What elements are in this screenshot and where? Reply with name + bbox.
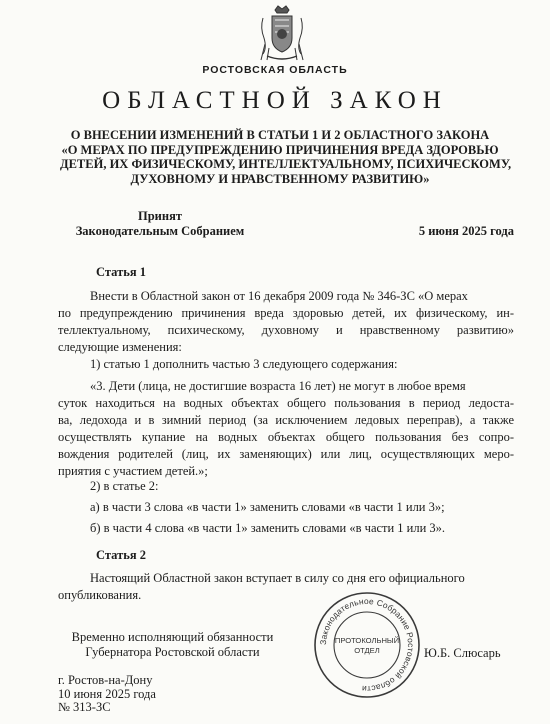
text-line: Настоящий Областной закон вступает в силу со дня его официального bbox=[90, 571, 465, 585]
svg-text:Законодательное Собрание Росто bbox=[318, 596, 416, 694]
article-1-quote bbox=[58, 378, 514, 480]
adoption-block bbox=[60, 209, 260, 239]
stamp-center-text: ПРОТОКОЛЬНЫЙ bbox=[334, 636, 400, 645]
coat-of-arms-icon bbox=[257, 4, 307, 62]
document-footer bbox=[58, 674, 156, 715]
text-line: опубликования. bbox=[58, 588, 142, 602]
subject-line: «О МЕРАХ ПО ПРЕДУПРЕЖДЕНИЮ ПРИЧИНЕНИЯ ВРЕДА ЗДОРОВЬЮ bbox=[61, 142, 499, 157]
position-line: Губернатора Ростовской области bbox=[85, 645, 260, 659]
region-name: РОСТОВСКАЯ ОБЛАСТЬ bbox=[202, 64, 348, 76]
subject-line: О ВНЕСЕНИИ ИЗМЕНЕНИЙ В СТАТЬИ 1 И 2 ОБЛАСТНОГО ЗАКОНА bbox=[70, 128, 490, 142]
law-subject bbox=[60, 128, 512, 186]
stamp-ring-text: Законодательное Собрание Ростовской области bbox=[317, 595, 417, 695]
official-stamp-icon bbox=[312, 590, 422, 700]
text-line: Внести в Областной закон от 16 декабря 2009 года № 346-ЗС «О мерах bbox=[90, 289, 468, 303]
footer-city: г. Ростов-на-Дону bbox=[58, 673, 153, 687]
adoption-body: Законодательным Собранием bbox=[75, 224, 245, 238]
article-2-heading: Статья 2 bbox=[96, 548, 146, 562]
signatory-position bbox=[60, 630, 285, 660]
subject-line: ДУХОВНОМУ И НРАВСТВЕННОМУ РАЗВИТИЮ» bbox=[130, 171, 430, 186]
document-title: ОБЛАСТНОЙ ЗАКОН bbox=[102, 87, 448, 114]
adoption-line: Принят bbox=[138, 209, 182, 223]
article-1-item-1 bbox=[58, 356, 514, 373]
footer-date: 10 июня 2025 года bbox=[58, 686, 156, 701]
article-1-heading: Статья 1 bbox=[96, 265, 146, 279]
text-line: 2) в статье 2: bbox=[90, 479, 159, 493]
text-line: приятия с участием детей.»; bbox=[58, 464, 208, 478]
adoption-date: 5 июня 2025 года bbox=[418, 224, 514, 238]
stamp-center-text: ОТДЕЛ bbox=[354, 646, 380, 655]
text-line: по предупреждению причинения вреда здоровью детей, их физическому, ин- bbox=[58, 306, 514, 320]
text-line: вождения родителей (лиц, их заменяющих) или лиц, осуществляющих меро- bbox=[58, 447, 514, 461]
subject-line: ДЕТЕЙ, ИХ ФИЗИЧЕСКОМУ, ИНТЕЛЛЕКТУАЛЬНОМУ, ПСИХИЧЕСКОМУ, bbox=[60, 157, 512, 171]
footer-number: № 313-ЗС bbox=[58, 700, 111, 714]
text-line: осуществлять купание на водных объектах общего пользования без сопро- bbox=[58, 430, 514, 444]
text-line: ва, ледохода и в зимний период (за исключением ледовых переправ), а также bbox=[58, 413, 514, 427]
text-line: «3. Дети (лица, не достигшие возраста 16 лет) не могут в любое время bbox=[90, 379, 466, 393]
text-line: теллектуальному, психическому, духовному и нравственному развитию» bbox=[58, 323, 514, 337]
article-1-item-2a bbox=[58, 499, 514, 516]
signatory-name: Ю.Б. Слюсарь bbox=[424, 646, 501, 660]
article-1-item-2 bbox=[58, 478, 514, 495]
text-line: 1) статью 1 дополнить частью 3 следующего содержания: bbox=[90, 357, 398, 371]
article-2-text bbox=[58, 570, 514, 604]
text-line: б) в части 4 слова «в части 1» заменить словами «в части 1 или 3». bbox=[90, 521, 446, 535]
article-1-item-2b bbox=[58, 520, 514, 537]
position-line: Временно исполняющий обязанности bbox=[71, 630, 274, 644]
article-1-intro bbox=[58, 288, 514, 356]
text-line: суток находиться на водных объектах общего пользования в период ледоста- bbox=[58, 396, 514, 410]
text-line: следующие изменения: bbox=[58, 340, 182, 354]
text-line: а) в части 3 слова «в части 1» заменить словами «в части 1 или 3»; bbox=[90, 500, 445, 514]
